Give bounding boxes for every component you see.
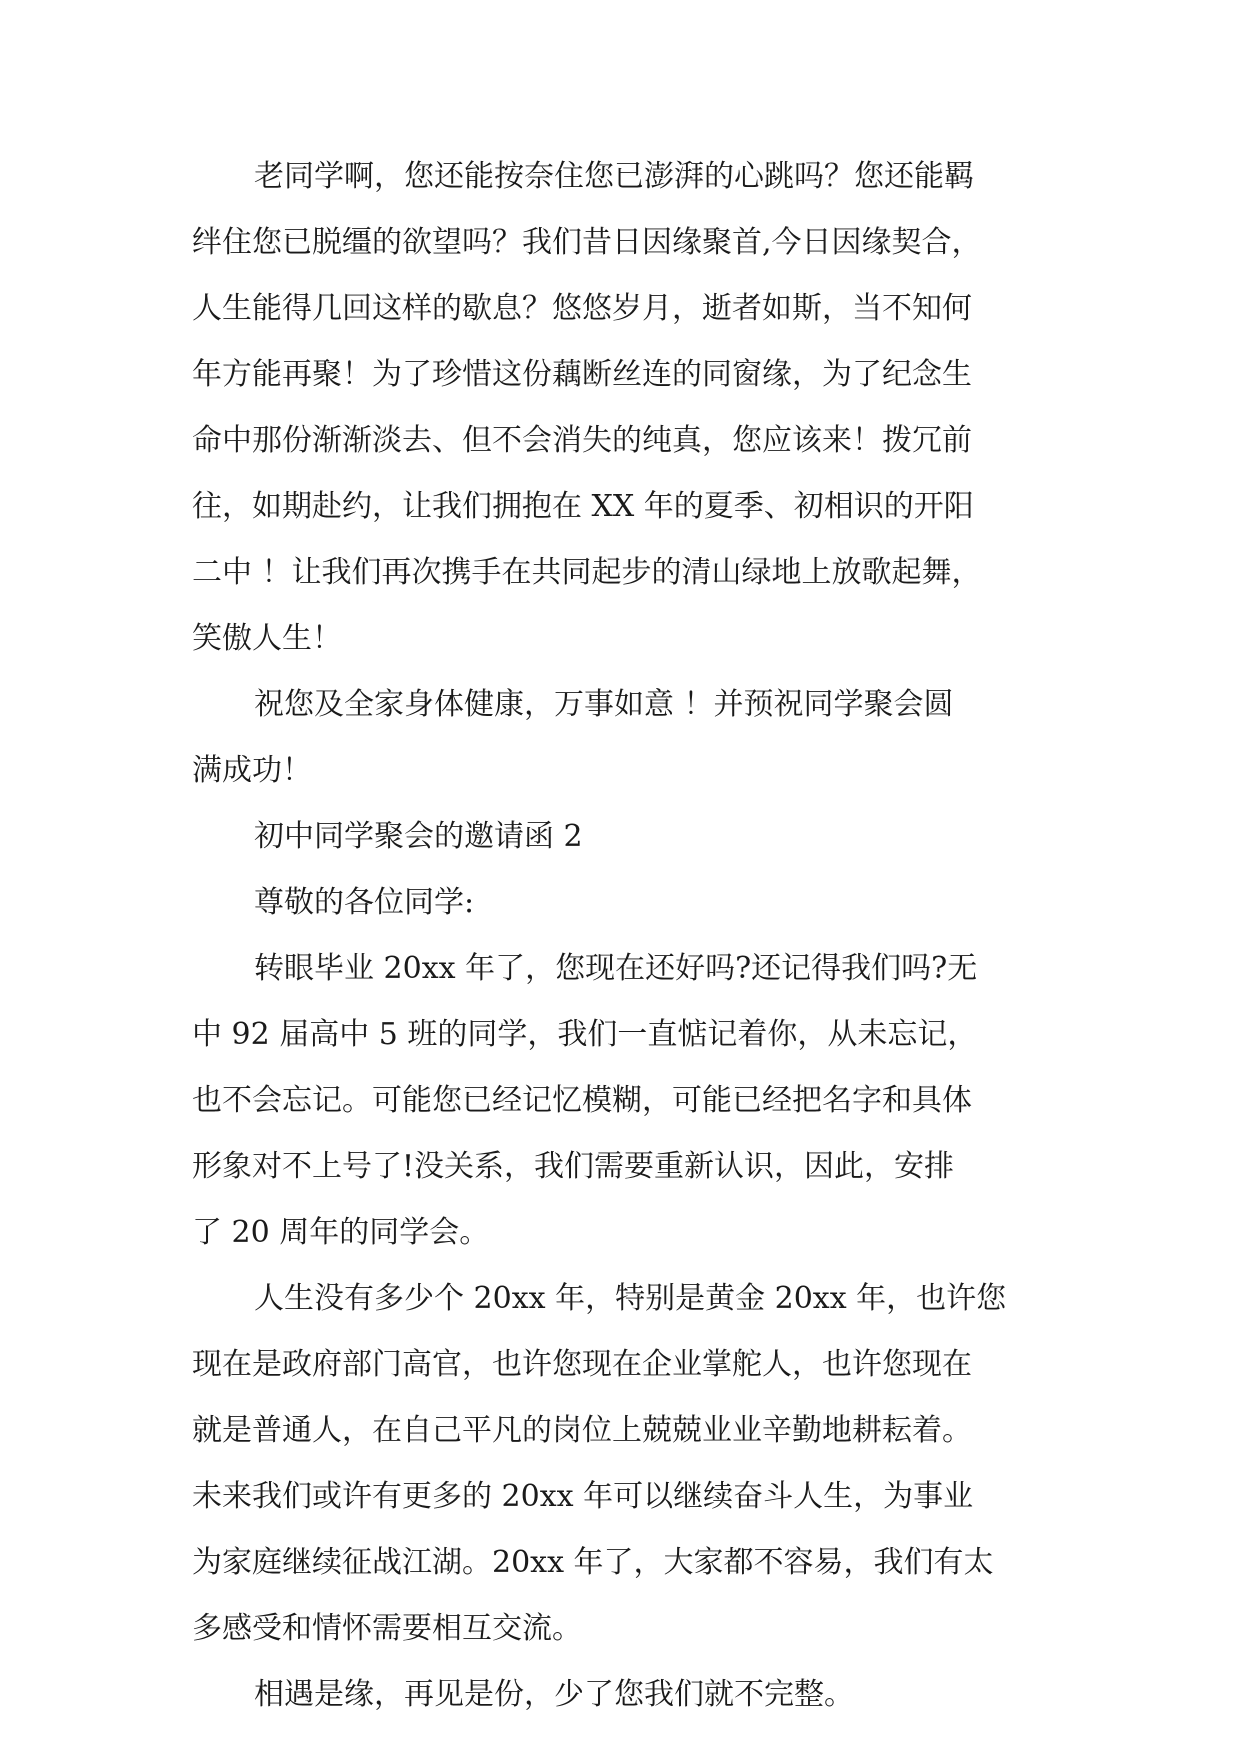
paragraph-line: 转眼毕业 20xx 年了，您现在还好吗?还记得我们吗?无 [254, 951, 978, 986]
paragraph-line: 满成功！ [192, 753, 312, 788]
paragraph-line: 人生没有多少个 20xx 年，特别是黄金 20xx 年，也许您 [254, 1281, 1007, 1316]
paragraph-line: 现在是政府部门高官，也许您现在企业掌舵人，也许您现在 [192, 1347, 972, 1382]
paragraph-line: 命中那份渐渐淡去、但不会消失的纯真，您应该来！拨冗前 [192, 423, 972, 458]
salutation: 尊敬的各位同学: [254, 885, 475, 920]
letter-body [192, 158, 1052, 1742]
paragraph-line: 中 92 届高中 5 班的同学，我们一直惦记着你，从未忘记， [192, 1017, 978, 1052]
paragraph-line: 二中 ！让我们再次携手在共同起步的清山绿地上放歌起舞， [192, 555, 982, 590]
paragraph-line: 人生能得几回这样的歇息？悠悠岁月，逝者如斯，当不知何 [192, 291, 972, 326]
paragraph-line: 形象对不上号了!没关系，我们需要重新认识，因此，安排 [192, 1149, 955, 1184]
paragraph-line: 也不会忘记。可能您已经记忆模糊，可能已经把名字和具体 [192, 1083, 972, 1118]
paragraph-line: 就是普通人，在自己平凡的岗位上兢兢业业辛勤地耕耘着。 [192, 1413, 972, 1448]
paragraph-line: 为家庭继续征战江湖。20xx 年了，大家都不容易，我们有太 [192, 1545, 994, 1580]
paragraph-line: 老同学啊，您还能按奈住您已澎湃的心跳吗？您还能羁 [254, 159, 974, 194]
paragraph-line: 笑傲人生！ [192, 621, 342, 656]
paragraph-line: 年方能再聚！为了珍惜这份藕断丝连的同窗缘，为了纪念生 [192, 357, 972, 392]
paragraph-line: 往，如期赴约，让我们拥抱在 XX 年的夏季、初相识的开阳 [192, 489, 974, 524]
paragraph-line: 绊住您已脱缰的欲望吗？我们昔日因缘聚首,今日因缘契合， [192, 225, 982, 260]
paragraph-line: 多感受和情怀需要相互交流。 [192, 1611, 582, 1646]
paragraph-line: 相遇是缘，再见是份，少了您我们就不完整。 [254, 1677, 854, 1712]
paragraph-line: 未来我们或许有更多的 20xx 年可以继续奋斗人生，为事业 [192, 1479, 974, 1514]
paragraph-line: 祝您及全家身体健康，万事如意 ！并预祝同学聚会圆 [254, 687, 954, 722]
paragraph-line: 了 20 周年的同学会。 [192, 1215, 490, 1250]
section-heading: 初中同学聚会的邀请函 2 [254, 819, 583, 854]
